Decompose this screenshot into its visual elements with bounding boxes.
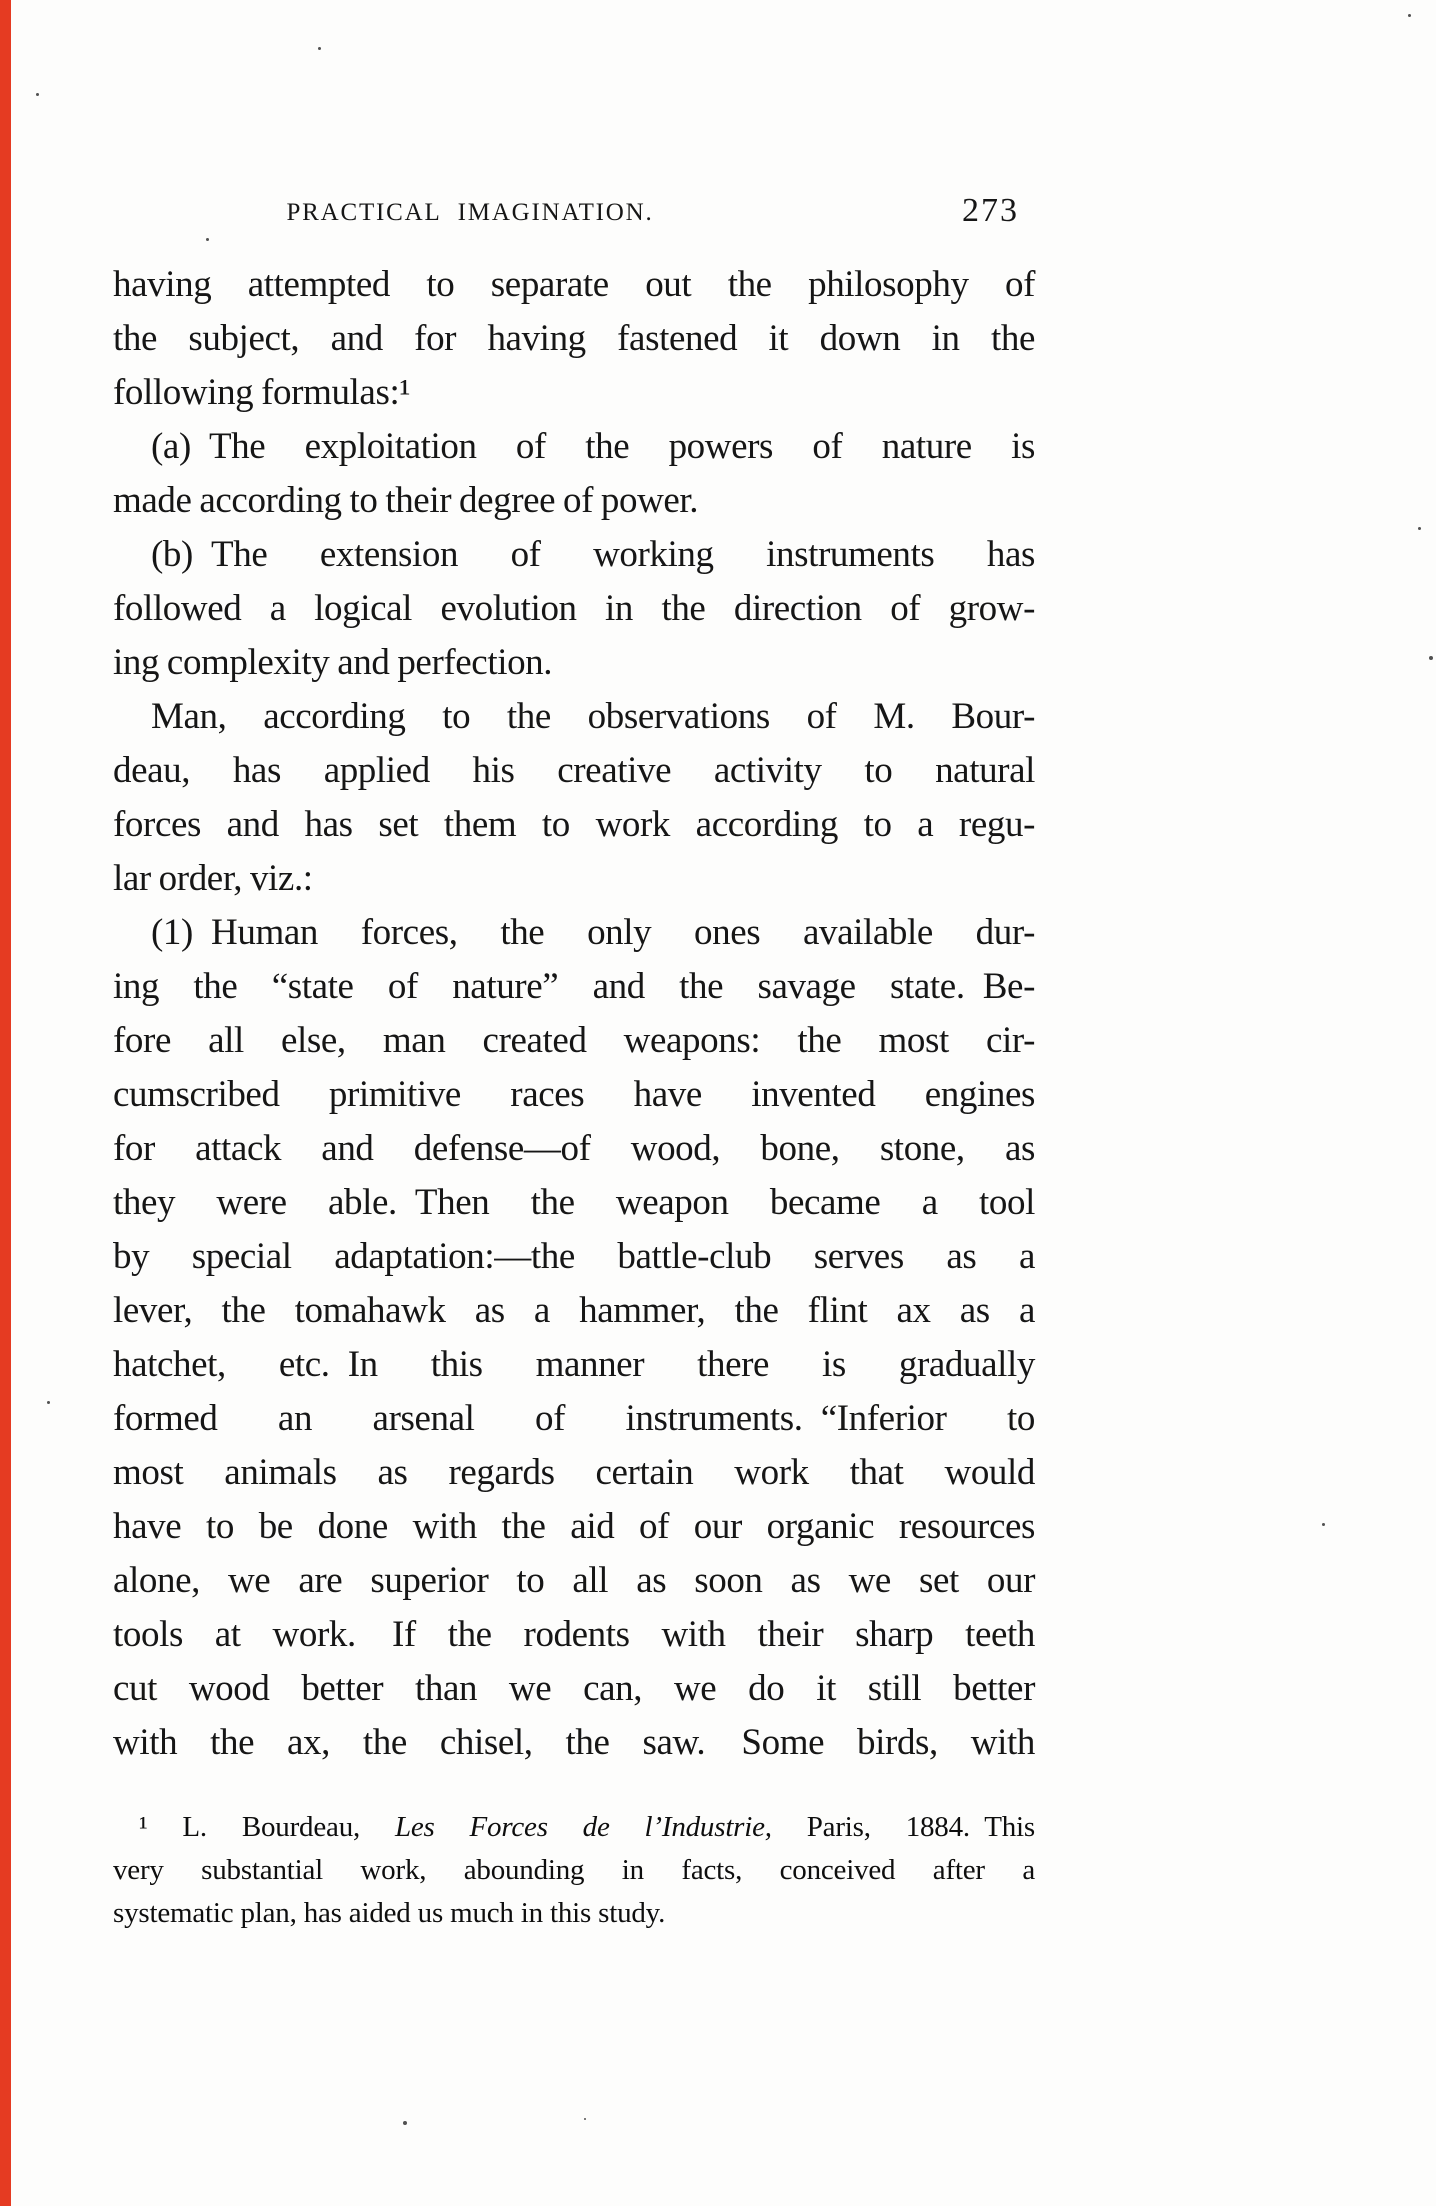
body-line: cumscribed primitive races have invented engines	[113, 1074, 1035, 1115]
body-line: have to be done with the aid of our organic resources	[113, 1506, 1035, 1547]
footnote-line1-rest: Paris, 1884. This	[771, 1811, 1035, 1843]
scan-speckle	[1429, 656, 1433, 660]
body-lines	[113, 258, 1035, 1770]
body-line: tools at work. If the rodents with their sharp teeth	[113, 1614, 1035, 1655]
scan-speckle	[1408, 14, 1411, 17]
body-line: having attempted to separate out the philosophy of	[113, 264, 1035, 305]
body-line: made according to their degree of power.	[113, 480, 699, 521]
body-line: ing complexity and perfection.	[113, 642, 553, 683]
scan-speckle	[403, 2121, 407, 2125]
scan-speckle	[36, 93, 39, 96]
footnote-line-3: systematic plan, has aided us much in this study.	[113, 1897, 666, 1929]
scan-edge-stripe	[0, 0, 11, 2206]
body-line: they were able. Then the weapon became a tool	[113, 1182, 1035, 1223]
body-line: deau, has applied his creative activity to natural	[113, 750, 1035, 791]
body-line: fore all else, man created weapons: the most cir-	[113, 1020, 1035, 1061]
body-line: followed a logical evolution in the direction of grow-	[113, 588, 1035, 629]
footnote-book-title: Les Forces de l’Industrie,	[394, 1811, 772, 1843]
body-line: ing the “state of nature” and the savage state. Be-	[113, 966, 1035, 1007]
page-number: 273	[962, 192, 1019, 229]
body-line: hatchet, etc. In this manner there is gradually	[113, 1344, 1035, 1385]
scan-speckle	[47, 1401, 50, 1404]
scan-speckle	[1322, 1523, 1325, 1526]
footnote	[113, 1806, 1035, 1935]
body-line: (1) Human forces, the only ones available dur-	[151, 912, 1035, 953]
body-line: with the ax, the chisel, the saw. Some birds, with	[113, 1722, 1035, 1763]
body-line: Man, according to the observations of M. Bour-	[151, 696, 1035, 737]
footnote-line-1	[113, 1806, 1035, 1849]
body-line: following formulas:¹	[113, 372, 411, 413]
body-line: lar order, viz.:	[113, 858, 313, 899]
body-line: forces and has set them to work according to a regu-	[113, 804, 1035, 845]
body-line: by special adaptation:—the battle-club serves as a	[113, 1236, 1035, 1277]
body-line: formed an arsenal of instruments. “Inferior to	[113, 1398, 1035, 1439]
body-line: the subject, and for having fastened it down in the	[113, 318, 1035, 359]
scan-speckle	[584, 2118, 586, 2120]
page-title: PRACTICAL IMAGINATION.	[286, 199, 654, 226]
running-header	[113, 192, 1035, 242]
body-line: (b) The extension of working instruments has	[151, 534, 1035, 575]
body-line: for attack and defense—of wood, bone, stone, as	[113, 1128, 1035, 1169]
footnote-line-2: very substantial work, abounding in facts, conceived after a	[113, 1854, 1035, 1886]
body-line: cut wood better than we can, we do it still better	[113, 1668, 1035, 1709]
scan-speckle	[318, 47, 321, 50]
footnote-marker-text: ¹ L. Bourdeau,	[139, 1811, 395, 1843]
body-line: lever, the tomahawk as a hammer, the flint ax as a	[113, 1290, 1035, 1331]
body-line: most animals as regards certain work that would	[113, 1452, 1035, 1493]
body-line: (a) The exploitation of the powers of nature is	[151, 426, 1035, 467]
scan-speckle	[206, 238, 209, 241]
scan-speckle	[1418, 527, 1421, 530]
body-line: alone, we are superior to all as soon as we set our	[113, 1560, 1035, 1601]
